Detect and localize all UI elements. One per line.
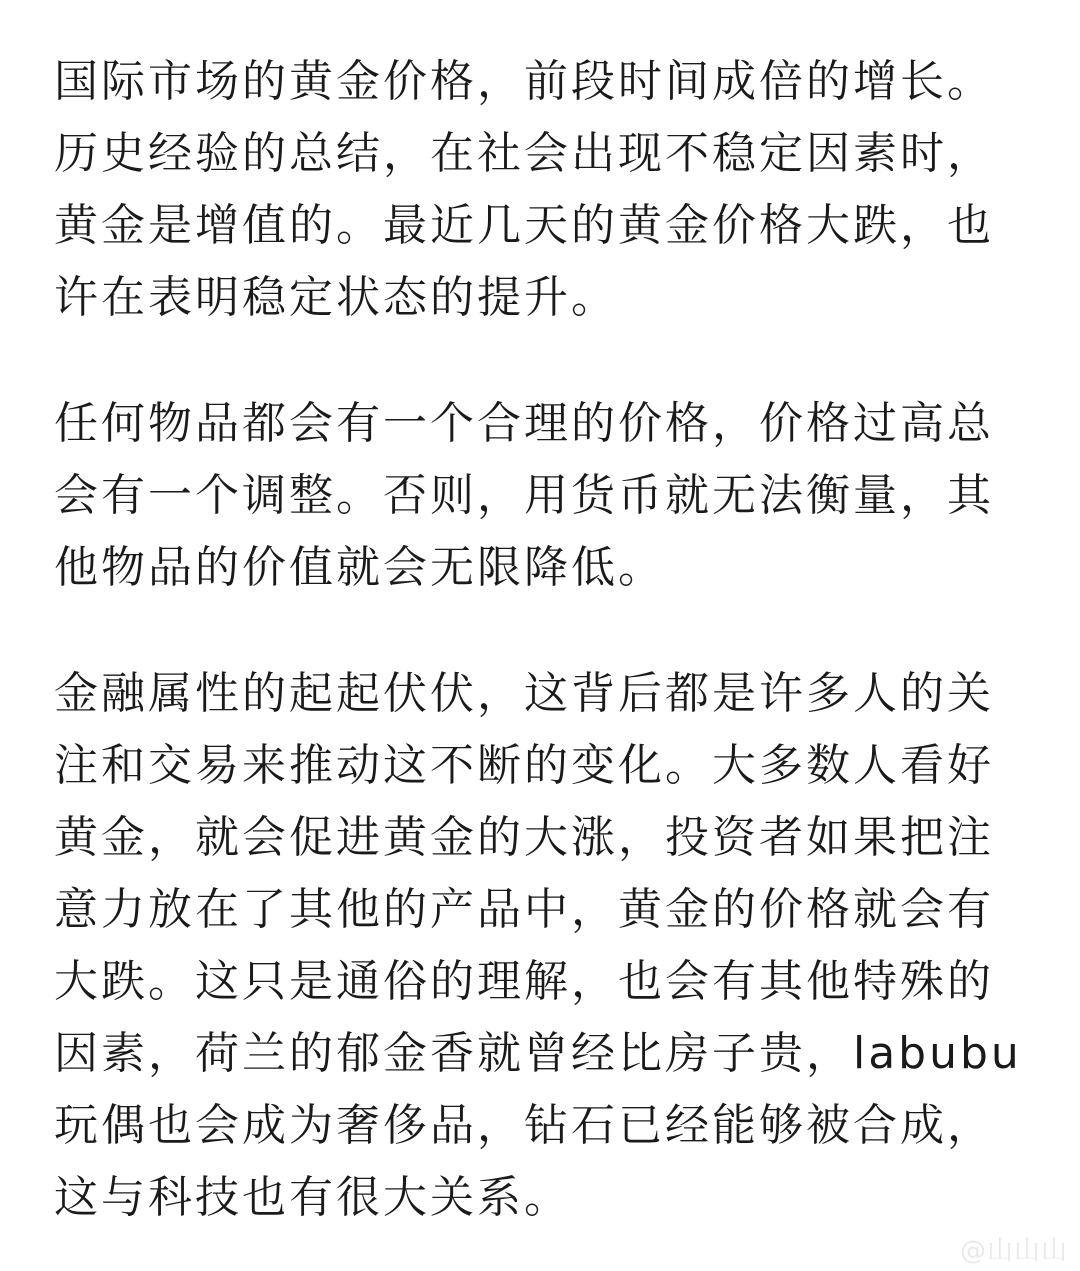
article-paragraph: 国际市场的黄金价格，前段时间成倍的增长。历史经验的总结，在社会出现不稳定因素时，黄金是增值的。最近几天的黄金价格大跌，也许在表明稳定状态的提升。 [54, 56, 994, 323]
article-body [54, 46, 1034, 1234]
article-paragraph: 任何物品都会有一个合理的价格，价格过高总会有一个调整。否则，用货币就无法衡量，其他物品的价值就会无限降低。 [54, 398, 994, 593]
watermark: @山山山 [959, 1236, 1068, 1266]
article-paragraph: 金融属性的起起伏伏，这背后都是许多人的关注和交易来推动这不断的变化。大多数人看好黄金，就会促进黄金的大涨，投资者如果把注意力放在了其他的产品中，黄金的价格就会有大跌。这只是通俗的理解，也会有其他特殊的因素，荷兰的郁金香就曾经比房子贵，labubu玩偶也会成为奢侈品，钻石已经能够被合成，这与科技也有很大关系。 [54, 668, 1022, 1223]
